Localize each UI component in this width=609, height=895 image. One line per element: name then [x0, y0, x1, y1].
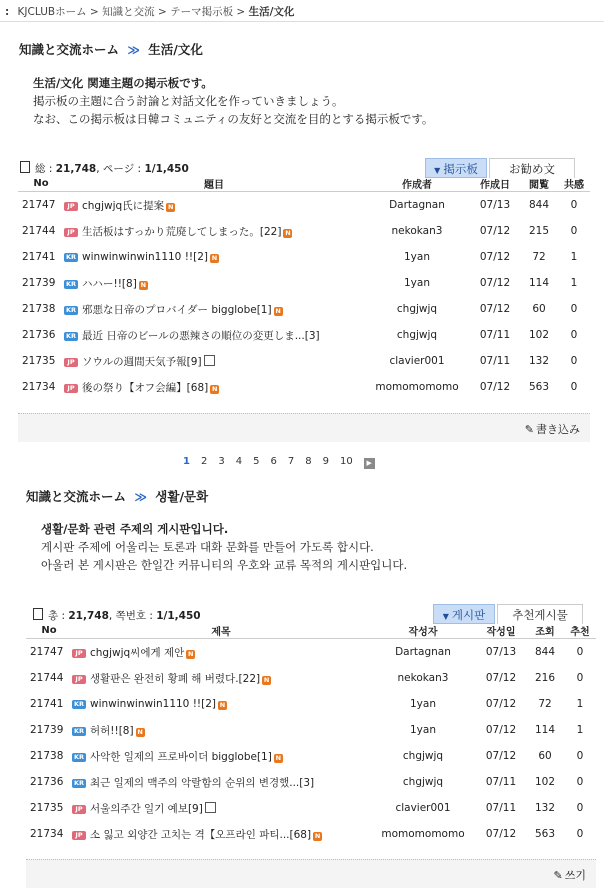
page-label: , ページ :	[96, 163, 145, 175]
table-row[interactable]	[18, 270, 590, 296]
new-badge-icon: N	[140, 280, 147, 289]
write-bar-jp	[18, 413, 590, 442]
post-number: 21744	[22, 225, 56, 237]
intro-line: 게시판 주제에 어울리는 토론과 대화 문화를 만들어 가도록 합시다.	[41, 540, 374, 554]
page-link[interactable]: 6	[270, 456, 277, 467]
page-link[interactable]: 9	[322, 456, 329, 467]
post-number: 21738	[22, 303, 56, 315]
board-intro-jp	[33, 74, 433, 128]
post-views: 72	[532, 251, 546, 263]
col-likes: 추천	[564, 622, 596, 639]
post-author[interactable]: Dartagnan	[395, 646, 451, 658]
title-section: 생활/문화	[155, 489, 209, 504]
intro-line: 掲示板の主題に合う討論と対話文化を作っていきましょう。	[33, 94, 344, 108]
col-date: 作成日	[470, 175, 520, 192]
page-link[interactable]: 8	[305, 456, 312, 467]
table-row[interactable]	[26, 691, 596, 717]
post-title-link[interactable]: 後の祭り【オフ会編】[68]	[82, 381, 209, 394]
country-flag-icon: KR	[65, 279, 77, 288]
post-author[interactable]: nekokan3	[391, 225, 443, 237]
write-label: 書き込み	[536, 423, 580, 436]
country-flag-icon: JP	[64, 384, 78, 393]
tab-label: お勧め文	[509, 162, 555, 176]
post-likes: 0	[576, 802, 584, 814]
write-button-kr[interactable]	[554, 867, 586, 883]
post-views: 216	[534, 672, 556, 684]
post-number: 21741	[30, 698, 64, 710]
write-bar-kr	[26, 859, 596, 888]
pagination	[183, 456, 375, 469]
country-flag-icon: JP	[72, 831, 86, 840]
post-title-link[interactable]: 서울의주간 일기 예보[9]	[90, 802, 203, 815]
col-no: No	[26, 622, 72, 639]
post-title-link[interactable]: 最近 日帝のビールの悪辣さの順位の変更しま...[3]	[82, 329, 320, 342]
post-likes: 0	[576, 672, 584, 684]
post-title-link[interactable]: 生活板はすっかり荒廃してしまった。[22]	[82, 225, 282, 238]
table-row[interactable]	[18, 192, 590, 219]
count-label: 総 :	[35, 163, 56, 175]
new-badge-icon: N	[285, 228, 291, 237]
col-author: 작성자	[370, 622, 476, 639]
breadcrumb-item-home[interactable]: KJCLUBホーム	[17, 6, 87, 18]
post-number: 21734	[22, 381, 56, 393]
post-views: 132	[528, 355, 550, 367]
post-author[interactable]: chgjwjq	[402, 776, 444, 788]
new-badge-icon: N	[188, 649, 194, 658]
post-title-link[interactable]: chgjwjq氏に提案	[82, 199, 165, 212]
page-value: 1/1,450	[156, 610, 201, 622]
page-link[interactable]: 7	[287, 456, 295, 467]
post-date: 07/12	[479, 251, 511, 263]
post-likes: 1	[576, 724, 584, 736]
post-likes: 1	[570, 251, 578, 263]
post-date: 07/12	[485, 828, 517, 840]
post-views: 844	[528, 199, 550, 211]
page-title-kr	[26, 487, 208, 505]
write-button-jp[interactable]	[525, 421, 580, 437]
post-title-link[interactable]: 사악한 일제의 프로바이더 bigglobe[1]	[90, 750, 272, 763]
page-link[interactable]: 10	[339, 456, 353, 467]
page-title-jp	[19, 40, 203, 58]
col-title: 제목	[72, 622, 370, 639]
table-row[interactable]	[26, 795, 596, 821]
table-row[interactable]	[18, 296, 590, 322]
table-row[interactable]	[18, 348, 590, 374]
post-table-jp	[18, 175, 590, 400]
table-row[interactable]	[26, 665, 596, 691]
post-number: 21747	[22, 199, 56, 211]
table-row[interactable]	[26, 821, 596, 847]
breadcrumb-separator: >	[89, 6, 99, 18]
country-flag-icon: JP	[64, 358, 78, 367]
post-table-kr	[26, 622, 596, 847]
table-header	[26, 622, 596, 639]
post-date: 07/13	[479, 199, 511, 211]
post-date: 07/12	[479, 381, 511, 393]
post-date: 07/12	[485, 698, 517, 710]
table-row[interactable]	[18, 322, 590, 348]
post-views: 215	[528, 225, 550, 237]
post-views: 102	[528, 329, 550, 341]
post-author[interactable]: momomomomo	[381, 828, 465, 840]
intro-line: 아울러 본 게시판은 한일간 커뮤니티의 우호와 교류 목적의 게시판입니다.	[41, 558, 408, 572]
col-author: 作成者	[364, 175, 470, 192]
country-flag-icon: JP	[72, 649, 86, 658]
post-date: 07/12	[479, 225, 511, 237]
post-date: 07/11	[479, 329, 511, 341]
post-author[interactable]: 1yan	[404, 277, 430, 289]
post-date: 07/12	[485, 750, 517, 762]
post-date: 07/12	[479, 277, 511, 289]
post-title-cell	[72, 743, 370, 769]
intro-heading: 生活/文化 関連主題の掲示板です。	[33, 76, 213, 90]
post-title-cell	[72, 769, 370, 795]
post-number: 21736	[30, 776, 64, 788]
country-flag-icon: JP	[72, 805, 86, 814]
breadcrumb-item-theme-board[interactable]: テーマ掲示板	[170, 6, 234, 18]
post-likes: 0	[570, 199, 578, 211]
post-author[interactable]: momomomomo	[375, 381, 459, 393]
col-no: No	[18, 175, 64, 192]
title-home-link[interactable]: 知識と交流ホーム	[26, 489, 127, 504]
post-title-link[interactable]: 생활판은 완전히 황폐 해 버렸다.[22]	[90, 672, 261, 685]
post-author[interactable]: chgjwjq	[396, 329, 438, 341]
country-flag-icon: KR	[73, 700, 85, 708]
new-badge-icon: N	[219, 701, 226, 709]
board-intro-kr	[41, 520, 407, 574]
post-title-cell	[72, 665, 370, 691]
post-likes: 0	[576, 828, 584, 840]
post-title-link[interactable]: winwinwinwin1110 !![2]	[90, 698, 216, 710]
table-row[interactable]	[18, 218, 590, 244]
post-author[interactable]: clavier001	[389, 355, 445, 367]
post-author[interactable]: 1yan	[404, 251, 430, 263]
post-date: 07/12	[479, 303, 511, 315]
post-views: 114	[534, 724, 556, 736]
table-row[interactable]	[26, 769, 596, 795]
country-flag-icon: JP	[64, 202, 78, 211]
page-label: , 쪽번호 :	[108, 610, 157, 622]
post-number: 21739	[30, 724, 64, 736]
tab-label: 추천게시물	[512, 608, 568, 622]
post-title-link[interactable]: ハハー!![8]	[82, 277, 137, 290]
post-number: 21744	[30, 672, 64, 684]
new-badge-icon: N	[137, 727, 143, 736]
post-author[interactable]: clavier001	[395, 802, 451, 814]
table-row[interactable]	[18, 244, 590, 270]
post-number: 21734	[30, 828, 64, 840]
col-title: 題目	[64, 175, 364, 192]
post-author[interactable]: Dartagnan	[389, 199, 445, 211]
post-date: 07/13	[485, 646, 517, 658]
table-row[interactable]	[26, 639, 596, 666]
document-icon	[33, 608, 43, 620]
title-home-link[interactable]: 知識と交流ホーム	[19, 42, 120, 57]
intro-heading: 생활/문화 관련 주제의 게시판입니다.	[41, 522, 229, 536]
triangle-down-icon: ▼	[434, 166, 441, 175]
tab-label: 掲示板	[443, 162, 478, 176]
count-value: 21,748	[68, 610, 109, 622]
post-views: 60	[538, 750, 552, 762]
country-flag-icon: KR	[73, 752, 85, 761]
post-views: 563	[534, 828, 556, 840]
post-number: 21741	[22, 251, 56, 263]
post-date: 07/12	[485, 672, 517, 684]
post-title-link[interactable]: 邪悪な日帝のプロバイダー bigglobe[1]	[82, 303, 272, 316]
page-value: 1/1,450	[144, 163, 189, 175]
title-section: 生活/文化	[148, 42, 203, 57]
post-title-cell	[64, 296, 364, 322]
double-chevron-icon: ≫	[134, 490, 147, 504]
post-number: 21736	[22, 329, 56, 341]
count-label: 총 :	[48, 610, 69, 622]
post-views: 102	[534, 776, 556, 788]
post-title-cell	[72, 691, 370, 717]
breadcrumb-current: 生活/文化	[248, 6, 295, 18]
breadcrumb-item-knowledge[interactable]: 知識と交流	[102, 6, 155, 18]
page-link[interactable]: 5	[253, 456, 260, 467]
breadcrumb-separator: >	[157, 6, 167, 18]
tab-recommend-kr[interactable]	[497, 604, 583, 624]
post-date: 07/11	[479, 355, 511, 367]
table-row[interactable]	[26, 717, 596, 743]
triangle-down-icon: ▼	[442, 612, 449, 621]
next-page-icon[interactable]: ▶	[364, 458, 375, 469]
new-badge-icon: N	[275, 306, 281, 315]
breadcrumb	[5, 4, 294, 19]
image-icon	[204, 355, 215, 366]
post-author[interactable]: nekokan3	[397, 672, 449, 684]
post-title-cell	[72, 717, 370, 743]
divider	[0, 21, 604, 22]
new-badge-icon: N	[275, 753, 282, 762]
country-flag-icon: KR	[65, 331, 77, 340]
post-author[interactable]: 1yan	[410, 698, 436, 710]
table-row[interactable]	[26, 743, 596, 769]
page-link[interactable]: 4	[235, 456, 243, 467]
post-title-cell	[64, 374, 364, 400]
post-likes: 1	[570, 277, 578, 289]
post-number: 21738	[30, 750, 64, 762]
post-title-cell	[72, 795, 370, 821]
col-likes: 共感	[558, 175, 590, 192]
country-flag-icon: KR	[65, 253, 77, 261]
post-title-cell	[72, 639, 370, 666]
new-badge-icon: N	[314, 831, 321, 840]
post-count-kr	[33, 608, 201, 623]
country-flag-icon: JP	[72, 675, 86, 684]
country-flag-icon: KR	[65, 305, 77, 314]
new-badge-icon: N	[167, 202, 174, 211]
pencil-icon: ✎	[553, 869, 563, 882]
page-link-current[interactable]: 1	[183, 456, 190, 467]
post-title-link[interactable]: chgjwjq씨에게 제안	[90, 646, 185, 659]
post-title-link[interactable]: ソウルの週間天気予報[9]	[82, 355, 202, 368]
post-likes: 0	[570, 303, 578, 315]
post-views: 132	[534, 802, 556, 814]
post-title-cell	[64, 270, 364, 296]
document-icon	[20, 161, 30, 173]
post-author[interactable]: chgjwjq	[396, 303, 438, 315]
country-flag-icon: JP	[64, 228, 78, 237]
count-value: 21,748	[55, 163, 97, 175]
post-author[interactable]: 1yan	[410, 724, 436, 736]
country-flag-icon: KR	[73, 778, 85, 787]
post-number: 21739	[22, 277, 56, 289]
breadcrumb-separator: >	[236, 6, 246, 18]
post-views: 60	[532, 303, 546, 315]
post-likes: 1	[576, 698, 584, 710]
post-title-cell	[64, 322, 364, 348]
intro-line: なお、この掲示板は日韓コミュニティの友好と交流を目的とする掲示板です。	[33, 112, 434, 126]
post-title-cell	[64, 192, 364, 219]
post-date: 07/12	[485, 724, 517, 736]
table-header	[18, 175, 590, 192]
post-likes: 0	[570, 329, 578, 341]
post-likes: 0	[570, 381, 578, 393]
new-badge-icon: N	[263, 675, 270, 684]
post-number: 21735	[30, 802, 64, 814]
double-chevron-icon: ≫	[127, 43, 140, 57]
country-flag-icon: KR	[73, 726, 85, 735]
tab-label: 게시판	[451, 608, 486, 622]
image-icon	[205, 802, 216, 813]
write-label: 쓰기	[564, 869, 586, 882]
post-title-link[interactable]: winwinwinwin1110 !![2]	[82, 251, 208, 263]
post-title-link[interactable]: 최근 일제의 맥주의 악랄함의 순위의 변경했...[3]	[90, 776, 315, 789]
post-title-link[interactable]: 소 잃고 외양간 고치는 격【오프라인 파티...[68]	[90, 828, 312, 841]
col-views: 閲覧	[520, 175, 558, 192]
new-badge-icon: N	[211, 254, 218, 262]
post-views: 114	[528, 277, 550, 289]
post-number: 21735	[22, 355, 56, 367]
post-views: 844	[534, 646, 556, 658]
post-title-cell	[64, 348, 364, 374]
post-title-link[interactable]: 허허!![8]	[90, 724, 134, 737]
page-link[interactable]: 3	[218, 456, 225, 467]
post-date: 07/11	[485, 776, 517, 788]
col-views: 조회	[526, 622, 564, 639]
col-date: 작성일	[476, 622, 526, 639]
post-views: 72	[538, 698, 552, 710]
post-title-cell	[72, 821, 370, 847]
post-title-cell	[64, 244, 364, 270]
post-author[interactable]: chgjwjq	[402, 750, 444, 762]
table-row[interactable]	[18, 374, 590, 400]
pencil-icon: ✎	[524, 423, 534, 436]
post-likes: 0	[576, 646, 584, 658]
post-likes: 0	[570, 355, 578, 367]
bullet-icon: :	[5, 6, 10, 18]
tab-board-kr[interactable]	[433, 604, 495, 624]
post-title-cell	[64, 218, 364, 244]
page-link[interactable]: 2	[200, 456, 208, 467]
post-date: 07/11	[485, 802, 517, 814]
post-count-jp	[20, 161, 189, 176]
post-views: 563	[528, 381, 550, 393]
post-number: 21747	[30, 646, 64, 658]
post-likes: 0	[576, 776, 584, 788]
post-likes: 0	[570, 225, 578, 237]
new-badge-icon: N	[212, 384, 218, 393]
post-likes: 0	[576, 750, 584, 762]
